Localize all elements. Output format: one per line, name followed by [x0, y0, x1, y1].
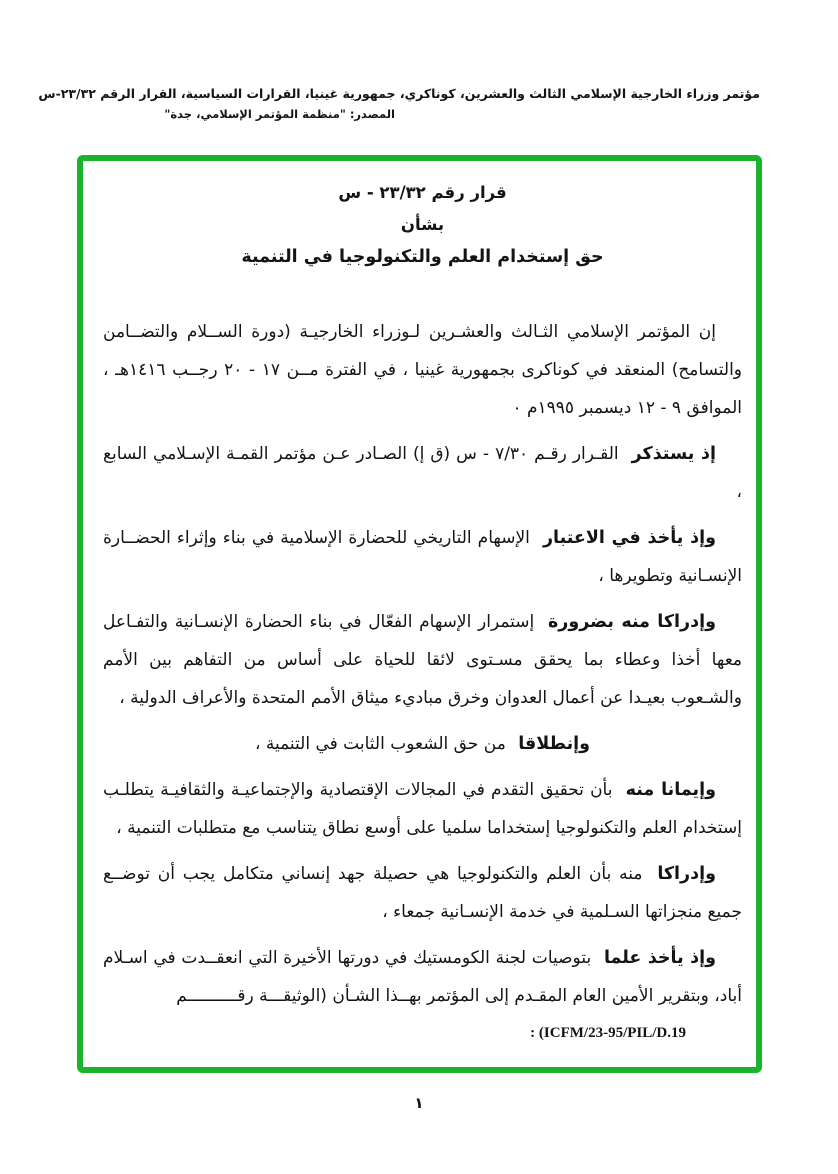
page-number: ١ — [414, 1094, 424, 1112]
paragraph-lead: وإذ يأخذ في الاعتبار — [542, 528, 716, 548]
paragraph-text: القـرار رقـم ٧/٣٠ - س (ق إ) الصـادر عـن مؤتمر القمـة الإسـلامي السابع ، — [103, 444, 742, 502]
regarding-label: بشأن — [400, 215, 445, 234]
paragraph-lead: وإذ يأخذ علما — [603, 948, 716, 968]
resolution-title-block — [103, 177, 742, 273]
resolution-frame — [77, 155, 762, 1073]
paragraph-lead: وإنطلاقا — [518, 734, 591, 754]
preamble-paragraph — [103, 435, 742, 511]
document-reference: : (ICFM/23-95/PIL/D.19 — [530, 1025, 686, 1041]
paragraph-text: بأن تحقيق التقدم في المجالات الإقتصادية والإجتماعيـة والثقافيـة يتطلـب إستخدام العلم والتكنولوجيا إستخداما سلميا على أوسع نطاق يتناسب مع متطلبات التنمية ، — [103, 780, 742, 838]
paragraph-text: إن المؤتمر الإسلامي الثـالث والعشـرين لـوزراء الخارجيـة (دورة الســلام والتضــامن والتسامح) المنعقد في كوناكرى بجمهورية غينيا ، في الفترة مــن ١٧ - ٢٠ رجــب ١٤١٦هـ ، الموافق ٩ - ١٢ ديسمبر ١٩٩٥م ٠ — [103, 322, 742, 418]
paragraph-text: إستمرار الإسهام الفعّال في بناء الحضارة الإنسـانية والتفـاعل معها أخذا وعطاء بما يحقق مسـتوى لائقا للحياة على أساس من التفاهم بين الأمم والشـعوب بعيـدا عن أعمال العدوان وخرق مباديء ميثاق الأمم المتحدة والأعراف الدولية ، — [103, 612, 742, 708]
paragraph-text: بتوصيات لجنة الكومستيك في دورتها الأخيرة التي انعقــدت في اسـلام أباد، وبتقرير الأمين العام المقـدم إلى المؤتمر بهــذا الشـأن (الوثيقـــة رقــــــــــم — [103, 948, 742, 1006]
preamble-paragraph — [103, 855, 742, 931]
header-citation-line: مؤتمر وزراء الخارجية الإسلامي الثالث والعشرين، كوناكري، جمهورية غينيا، القرارات السياسية، القرار الرقم ٢٣/٣٢-س — [38, 86, 760, 101]
resolution-number: قرار رقم ٢٣/٣٢ - س — [338, 183, 507, 202]
paragraph-lead: وإدراكا منه بضرورة — [547, 612, 716, 632]
paragraph-lead: وإيمانا منه — [625, 780, 716, 800]
preamble-paragraph — [103, 725, 742, 763]
header-source-line: المصدر: "منظمة المؤتمر الإسلامي، جدة" — [164, 107, 395, 121]
preamble-paragraph — [103, 519, 742, 595]
preamble-paragraph — [103, 603, 742, 717]
paragraph-text: منه بأن العلم والتكنولوجيا هي حصيلة جهد إنساني متكامل يجب أن توضــع جميع منجزاتها السـلمية في خدمة الإنسـانية جمعاء ، — [103, 864, 742, 922]
preamble-paragraph — [103, 771, 742, 847]
resolution-subject: حق إستخدام العلم والتكنولوجيا في التنمية — [241, 247, 604, 267]
preamble-paragraph — [103, 939, 742, 1015]
paragraph-text: من حق الشعوب الثابت في التنمية ، — [254, 734, 506, 754]
paragraph-text: الإسهام التاريخي للحضارة الإسلامية في بناء وإثراء الحضــارة الإنسـانية وتطويرها ، — [103, 528, 742, 586]
paragraph-lead: إذ يستذكر — [631, 444, 716, 464]
document-header — [38, 86, 760, 121]
paragraph-lead: وإدراكا — [657, 864, 716, 884]
preamble-paragraph — [103, 313, 742, 427]
